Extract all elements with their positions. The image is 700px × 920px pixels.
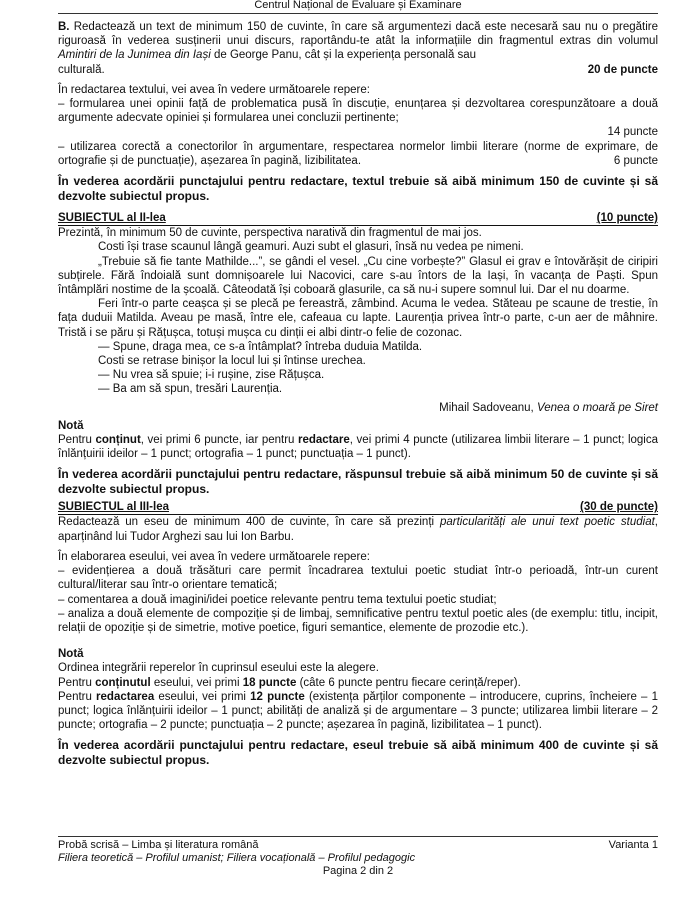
- part-b-criterion-2-points: 6 puncte: [613, 155, 658, 168]
- subject-2-task: Prezintă, în minimum 50 de cuvinte, perspectiva narativă din fragmentul de mai jos.: [58, 227, 482, 240]
- subject-3-criterion-2: – comentarea a două imagini/idei poetice relevante pentru tema textului poetic studiat;: [58, 593, 497, 606]
- excerpt-dialogue-1: — Spune, draga mea, ce s-a întâmplat? întreba duduia Matilda.: [98, 340, 423, 353]
- subject-3-intro: În elaborarea eseului, vei avea în vedere următoarele repere:: [58, 550, 370, 563]
- excerpt-paragraph-2: „Trebuie să fie tante Mathilde...”, se gândi el vesel. „Cu cine vorbește?” Glasul ei grav e întovărășit de ciripiri subțirele. Fără îndoială sunt domnișoarele lui Nacovici, care s-au întors de la Iași, în vacanța de Paști. Spun întâmplări nostime de la școală. Câteodată își coboară glasurile, ca să nu-i supere somnul lui. Dar el nu doarme.: [58, 255, 658, 297]
- subject-3-task: Redactează un eseu de minimum 400 de cuvinte, în care să prezinți particularități ale unui text poetic studiat, aparținând lui Tudor Arghezi sau lui Ion Barbu.: [58, 516, 658, 543]
- subject-3-criterion-3: – analiza a două elemente de compoziție și de limbaj, semnificative pentru textul poetic ales (de exemplu: titlu, incipit, relații de opoziție și de simetrie, motive poetice, figuri semantice, elemente de prozodie etc.).: [58, 607, 658, 634]
- part-b-intro: În redactarea textului, vei avea în vedere următoarele repere:: [58, 83, 370, 96]
- part-b-criterion-2: – utilizarea corectă a conectorilor în argumentare, respectarea normelor limbii literare (norme de exprimare, de ortografie și de punctuație), așezarea în pagină, lizibilitatea.: [58, 140, 658, 167]
- subject-2-note-title: Notă: [58, 419, 84, 432]
- footer-variant: Varianta 1: [608, 839, 658, 851]
- subject-3-heading: SUBIECTUL al III-lea (30 de puncte): [58, 501, 658, 514]
- document-page: [58, 0, 658, 768]
- excerpt-attribution: Mihail Sadoveanu, Venea o moară pe Siret: [439, 401, 658, 414]
- subject-3-note-title: Notă: [58, 648, 84, 661]
- footer-page-number: Pagina 2 din 2: [322, 865, 394, 877]
- excerpt-dialogue-4: — Ba am să spun, tresări Laurenția.: [98, 383, 283, 396]
- subject-2-note: Pentru conținut, vei primi 6 puncte, iar pentru redactare, vei primi 4 puncte (utilizarea limbii literare – 1 punct; logica înlănțuirii ideilor – 1 punct; ortografia – 1 punct; punctuația – 1 punct).: [58, 434, 658, 461]
- part-b-warning: În vederea acordării punctajului pentru redactare, textul trebuie să aibă minimum 150 de cuvinte și să dezvolte subiectul propus.: [58, 174, 658, 204]
- subject-2-heading: SUBIECTUL al II-lea (10 puncte): [58, 212, 658, 225]
- part-b-criterion-1-points: 14 puncte: [607, 126, 658, 139]
- footer-track: Filiera teoretică – Profilul umanist; Filiera vocațională – Profilul pedagogic: [58, 852, 416, 864]
- subject-3-note-3: Pentru redactarea eseului, vei primi 12 puncte (existența părților componente – introducere, cuprins, încheiere – 1 punct; logica înlănțuirii ideilor – 1 punct; abilități de analiză și de argumentare – 3 puncte; utilizarea limbii literare – 2 puncte; ortografia – 2 puncte; punctuația – 2 puncte; așezarea în pagină, lizibilitatea – 1 punct).: [58, 690, 658, 732]
- subject-3-criterion-1: – evidențierea a două trăsături care permit încadrarea textului poetic studiat într-o perioadă, într-un curent cultural/literar sau într-o orientare tematică;: [58, 565, 658, 592]
- part-b-points: 20 de puncte: [587, 63, 658, 76]
- book-title: Amintiri de la Junimea din Iași: [58, 49, 211, 62]
- subject-3-note-2: Pentru conținutul eseului, vei primi 18 puncte (câte 6 puncte pentru fiecare cerință/reper).: [58, 676, 521, 689]
- excerpt-paragraph-3: Feri într-o parte ceașca și se plecă pe fereastră, zâmbind. Acuma le vedea. Stăteau pe scaune de trestie, în fața duduii Matilda. Aveau pe masă, între ele, cafeaua cu lapte. Laurenția privea într-o parte, c-un aer de mâhnire. Tristă i se păru și Rățușca, totuși mușca cu dinții ei albi dintr-o felie de cozonac.: [58, 298, 658, 339]
- subject-3-warning: În vederea acordării punctajului pentru redactare, eseul trebuie să aibă minimum 400 de cuvinte și să dezvolte subiectul propus.: [58, 738, 658, 768]
- subject-3-note-1: Ordinea integrării reperelor în cuprinsul eseului este la alegere.: [58, 662, 379, 675]
- excerpt-dialogue-3: — Nu vrea să spuie; i-i rușine, zise Rățușca.: [98, 369, 325, 382]
- excerpt-dialogue-2: Costi se retrase binișor la locul lui și întinse urechea.: [98, 355, 366, 368]
- part-b-label: B.: [58, 21, 70, 33]
- part-b-task: B. Redactează un text de minimum 150 de cuvinte, în care să argumentezi dacă este necesară sau nu o pregătire riguroasă în vederea susținerii unui discurs, raportându-te atât la informațiile din fragmentul extras din volumul Amintiri de la Junimea din Iași de George Panu, cât și la experiența personală sau: [58, 21, 658, 62]
- subject-2-warning: În vederea acordării punctajului pentru redactare, răspunsul trebuie să aibă minimum 50 de cuvinte și să dezvolte subiectul propus.: [58, 467, 658, 497]
- part-b-criterion-1: – formularea unei opinii față de problematica pusă în discuție, enunțarea și dezvoltarea corespunzătoare a două argumente adecvate opiniei și formularea unei concluzii pertinente;: [58, 98, 658, 125]
- footer-exam: Probă scrisă – Limba și literatura română: [58, 839, 259, 851]
- part-b-points-line: culturală. 20 de puncte: [58, 63, 658, 76]
- excerpt-paragraph-1: Costi își trase scaunul lângă geamuri. Auzi subt el glasuri, însă nu vedea pe nimeni.: [98, 241, 524, 254]
- page-footer: [58, 836, 658, 878]
- page-header: Centrul Național de Evaluare și Examinare: [58, 0, 658, 14]
